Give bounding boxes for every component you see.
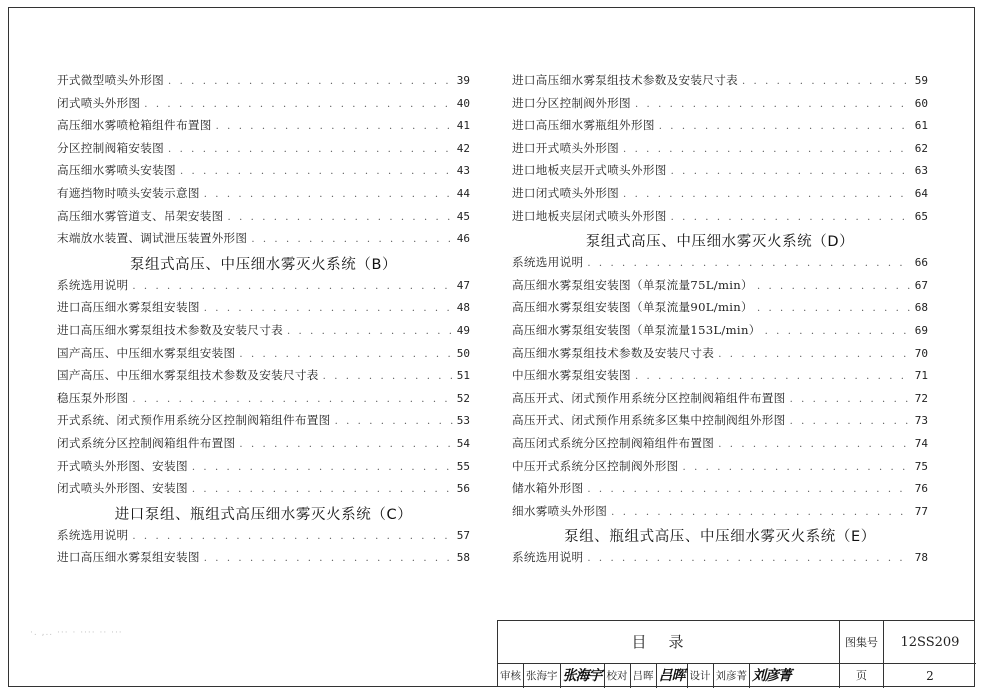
design-label: 设计 xyxy=(688,664,714,688)
toc-entry[interactable] xyxy=(512,458,928,481)
dot-leader xyxy=(239,439,452,450)
toc-entry-title: 末端放水装置、调试泄压装置外形图 xyxy=(57,231,248,246)
section-heading-e: 泵组、瓶组式高压、中压细水雾灭火系统（E） xyxy=(564,529,876,546)
dot-leader xyxy=(757,281,911,292)
toc-entry[interactable] xyxy=(57,345,470,368)
toc-entry-page: 41 xyxy=(456,119,470,133)
toc-entry-page: 72 xyxy=(914,391,928,405)
dot-leader xyxy=(335,416,453,427)
dot-leader xyxy=(228,212,453,223)
dot-leader xyxy=(204,303,453,314)
dot-leader xyxy=(251,234,452,245)
toc-entry-page: 75 xyxy=(914,459,928,473)
toc-entry-title: 系统选用说明 xyxy=(512,255,584,270)
toc-entry-page: 46 xyxy=(456,232,470,246)
dot-leader xyxy=(683,462,911,473)
dot-leader xyxy=(132,394,452,405)
toc-entry-title: 进口地板夹层闭式喷头外形图 xyxy=(512,208,667,223)
toc-entry-page: 66 xyxy=(914,256,928,270)
toc-entry[interactable] xyxy=(512,435,928,458)
toc-entry-page: 49 xyxy=(456,323,470,337)
toc-entry-title: 闭式喷头外形图 xyxy=(57,95,141,110)
toc-group-e xyxy=(512,549,928,572)
dot-leader xyxy=(790,416,911,427)
dot-leader xyxy=(587,484,910,495)
toc-entry-title: 开式喷头外形图、安装图 xyxy=(57,458,188,473)
dot-leader xyxy=(192,484,453,495)
review-label: 审核 xyxy=(498,664,524,688)
toc-entry-page: 61 xyxy=(914,119,928,133)
toc-entry[interactable] xyxy=(512,390,928,413)
toc-entry-page: 53 xyxy=(456,414,470,428)
toc-entry-title: 储水箱外形图 xyxy=(512,481,584,496)
dot-leader xyxy=(287,326,453,337)
toc-entry[interactable] xyxy=(57,117,470,140)
dot-leader xyxy=(168,144,453,155)
toc-entry-title: 进口开式喷头外形图 xyxy=(512,140,620,155)
toc-group-c xyxy=(57,527,470,572)
reviewer-name: 张海宇 xyxy=(524,664,561,688)
toc-entry-page: 63 xyxy=(914,164,928,178)
toc-entry-title: 闭式喷头外形图、安装图 xyxy=(57,481,188,496)
dot-leader xyxy=(623,189,911,200)
toc-entry-title: 进口高压细水雾泵组技术参数及安装尺寸表 xyxy=(512,73,738,87)
signature-row xyxy=(498,664,840,688)
toc-entry[interactable] xyxy=(512,367,928,390)
toc-entry[interactable] xyxy=(57,95,470,118)
title-block-title: 目录 xyxy=(498,621,840,664)
toc-entry-title: 进口分区控制阀外形图 xyxy=(512,95,631,110)
toc-entry-title: 系统选用说明 xyxy=(57,527,129,542)
reviewer-signature: 张海宇 xyxy=(561,664,605,688)
toc-entry-title: 稳压泵外形图 xyxy=(57,390,129,405)
dot-leader xyxy=(765,326,911,337)
toc-entry[interactable] xyxy=(57,412,470,435)
toc-entry[interactable] xyxy=(512,162,928,185)
toc-entry[interactable] xyxy=(57,299,470,322)
checker-name: 吕晖 xyxy=(631,664,657,688)
toc-entry[interactable] xyxy=(57,208,470,231)
toc-entry-title: 中压细水雾泵组安装图 xyxy=(512,368,631,383)
toc-entry[interactable] xyxy=(57,162,470,185)
toc-entry[interactable] xyxy=(57,458,470,481)
toc-entry-page: 73 xyxy=(914,414,928,428)
dot-leader xyxy=(168,76,453,87)
toc-entry-page: 76 xyxy=(914,482,928,496)
toc-entry[interactable] xyxy=(512,345,928,368)
toc-entry-page: 39 xyxy=(456,74,470,87)
toc-entry-page: 40 xyxy=(456,96,470,110)
toc-entry-title: 高压细水雾泵组安装图（单泵流量90L/min） xyxy=(512,300,753,315)
dot-leader xyxy=(742,76,911,87)
toc-entry-title: 高压开式、闭式预作用系统多区集中控制阀组外形图 xyxy=(512,413,786,428)
checker-signature: 吕晖 xyxy=(657,664,688,688)
toc-entry-title: 高压细水雾管道支、吊架安装图 xyxy=(57,208,224,223)
toc-entry[interactable] xyxy=(57,185,470,208)
toc-entry-page: 68 xyxy=(914,301,928,315)
toc-group-c-continued xyxy=(512,72,928,230)
toc-entry[interactable] xyxy=(512,480,928,503)
toc-entry[interactable] xyxy=(512,95,928,118)
toc-entry[interactable] xyxy=(57,322,470,345)
toc-entry-page: 55 xyxy=(456,459,470,473)
toc-entry-page: 60 xyxy=(914,96,928,110)
toc-entry[interactable] xyxy=(512,503,928,526)
toc-entry[interactable] xyxy=(512,549,928,572)
dot-leader xyxy=(239,349,452,360)
toc-entry-title: 进口高压细水雾泵组安装图 xyxy=(57,550,200,565)
toc-entry-page: 43 xyxy=(456,164,470,178)
faint-watermark-text: ·. ,.. ··· · ···· ·· ··· xyxy=(30,628,123,638)
toc-entry-page: 52 xyxy=(456,391,470,405)
toc-entry[interactable] xyxy=(57,277,470,300)
toc-entry-page: 47 xyxy=(456,278,470,292)
toc-entry[interactable] xyxy=(57,527,470,550)
toc-entry-title: 进口高压细水雾泵组安装图 xyxy=(57,300,200,315)
toc-entry-title: 细水雾喷头外形图 xyxy=(512,503,608,518)
toc-entry-page: 67 xyxy=(914,278,928,292)
dot-leader xyxy=(132,281,452,292)
toc-group-b xyxy=(57,277,470,503)
toc-entry[interactable] xyxy=(512,117,928,140)
toc-entry[interactable] xyxy=(512,277,928,300)
toc-entry-title: 有遮挡物时喷头安装示意图 xyxy=(57,185,200,200)
designer-signature: 刘彦菁 xyxy=(752,668,791,684)
toc-entry-page: 59 xyxy=(914,74,928,87)
toc-entry[interactable] xyxy=(57,367,470,390)
toc-entry-page: 78 xyxy=(914,551,928,565)
toc-entry-page: 71 xyxy=(914,369,928,383)
toc-entry[interactable] xyxy=(512,299,928,322)
toc-entry-page: 42 xyxy=(456,141,470,155)
check-label: 校对 xyxy=(605,664,631,688)
atlas-number: 12SS209 xyxy=(884,621,976,664)
dot-leader xyxy=(718,349,911,360)
toc-entry-title: 进口高压细水雾泵组技术参数及安装尺寸表 xyxy=(57,322,283,337)
toc-entry-page: 57 xyxy=(456,528,470,542)
page-number: 2 xyxy=(926,669,934,683)
section-heading-d: 泵组式高压、中压细水雾灭火系统（D） xyxy=(585,234,855,251)
toc-entry-title: 进口闭式喷头外形图 xyxy=(512,185,620,200)
toc-entry-page: 51 xyxy=(456,369,470,383)
toc-entry-page: 74 xyxy=(914,436,928,450)
toc-entry-page: 77 xyxy=(914,504,928,518)
toc-entry-title: 中压开式系统分区控制阀外形图 xyxy=(512,458,679,473)
dot-leader xyxy=(192,462,453,473)
atlas-number-label: 图集号 xyxy=(840,621,884,664)
toc-entry[interactable] xyxy=(57,72,470,95)
toc-entry[interactable] xyxy=(57,140,470,163)
dot-leader xyxy=(204,189,453,200)
toc-entry-title: 国产高压、中压细水雾泵组安装图 xyxy=(57,345,236,360)
dot-leader xyxy=(132,531,452,542)
toc-entry-title: 开式系统、闭式预作用系统分区控制阀箱组件布置图 xyxy=(57,413,331,428)
toc-entry[interactable] xyxy=(512,140,928,163)
toc-entry[interactable] xyxy=(57,390,470,413)
toc-entry[interactable] xyxy=(57,230,470,253)
toc-entry-title: 高压开式、闭式预作用系统分区控制阀箱组件布置图 xyxy=(512,390,786,405)
dot-leader xyxy=(204,553,453,564)
toc-entry[interactable] xyxy=(512,72,928,95)
toc-entry-title: 闭式系统分区控制阀箱组件布置图 xyxy=(57,435,236,450)
section-heading-c: 进口泵组、瓶组式高压细水雾灭火系统（C） xyxy=(114,506,413,523)
dot-leader xyxy=(587,258,910,269)
section-heading-b: 泵组式高压、中压细水雾灭火系统（B） xyxy=(129,256,398,273)
toc-entry-title: 高压细水雾喷头安装图 xyxy=(57,163,176,178)
toc-left-column xyxy=(57,72,470,572)
toc-entry-page: 50 xyxy=(456,346,470,360)
toc-entry[interactable] xyxy=(512,412,928,435)
dot-leader xyxy=(635,371,911,382)
toc-entry-page: 54 xyxy=(456,436,470,450)
dot-leader xyxy=(757,303,911,314)
dot-leader xyxy=(611,507,911,518)
toc-entry[interactable] xyxy=(57,435,470,458)
toc-entry-page: 48 xyxy=(456,301,470,315)
toc-entry-page: 65 xyxy=(914,209,928,223)
toc-entry-title: 分区控制阀箱安装图 xyxy=(57,140,165,155)
toc-entry[interactable] xyxy=(512,254,928,277)
page-label: 页 xyxy=(840,664,884,688)
dot-leader xyxy=(635,99,911,110)
toc-entry-page: 62 xyxy=(914,141,928,155)
toc-group-a xyxy=(57,72,470,253)
dot-leader xyxy=(180,166,453,177)
toc-right-column xyxy=(512,72,928,572)
toc-entry-page: 58 xyxy=(456,551,470,565)
toc-entry[interactable] xyxy=(512,322,928,345)
toc-entry-page: 45 xyxy=(456,209,470,223)
toc-entry-title: 开式微型喷头外形图 xyxy=(57,73,165,87)
toc-entry-page: 56 xyxy=(456,482,470,496)
dot-leader xyxy=(144,99,452,110)
toc-entry[interactable] xyxy=(512,208,928,231)
dot-leader xyxy=(718,439,911,450)
toc-entry-title: 高压细水雾泵组安装图（单泵流量153L/min） xyxy=(512,322,761,337)
dot-leader xyxy=(671,212,911,223)
toc-entry-title: 系统选用说明 xyxy=(512,550,584,565)
toc-entry-title: 高压细水雾泵组技术参数及安装尺寸表 xyxy=(512,345,715,360)
toc-entry-title: 系统选用说明 xyxy=(57,277,129,292)
toc-entry-title: 高压细水雾喷枪箱组件布置图 xyxy=(57,118,212,133)
dot-leader xyxy=(323,371,453,382)
title-block xyxy=(497,620,975,687)
toc-entry-page: 64 xyxy=(914,186,928,200)
toc-entry-page: 70 xyxy=(914,346,928,360)
dot-leader xyxy=(659,121,911,132)
toc-entry-title: 进口高压细水雾瓶组外形图 xyxy=(512,118,655,133)
toc-entry-page: 44 xyxy=(456,186,470,200)
dot-leader xyxy=(216,121,453,132)
dot-leader xyxy=(587,553,910,564)
toc-entry[interactable] xyxy=(57,549,470,572)
toc-entry-title: 高压细水雾泵组安装图（单泵流量75L/min） xyxy=(512,277,753,292)
dot-leader xyxy=(671,166,911,177)
toc-entry-title: 进口地板夹层开式喷头外形图 xyxy=(512,163,667,178)
toc-group-d xyxy=(512,254,928,525)
dot-leader xyxy=(790,394,911,405)
toc-entry[interactable] xyxy=(57,480,470,503)
toc-entry-title: 国产高压、中压细水雾泵组技术参数及安装尺寸表 xyxy=(57,368,319,383)
designer-name: 刘彦菁 xyxy=(714,664,751,688)
dot-leader xyxy=(623,144,911,155)
toc-entry[interactable] xyxy=(512,185,928,208)
toc-entry-page: 69 xyxy=(914,323,928,337)
toc-entry-title: 高压闭式系统分区控制阀箱组件布置图 xyxy=(512,435,715,450)
